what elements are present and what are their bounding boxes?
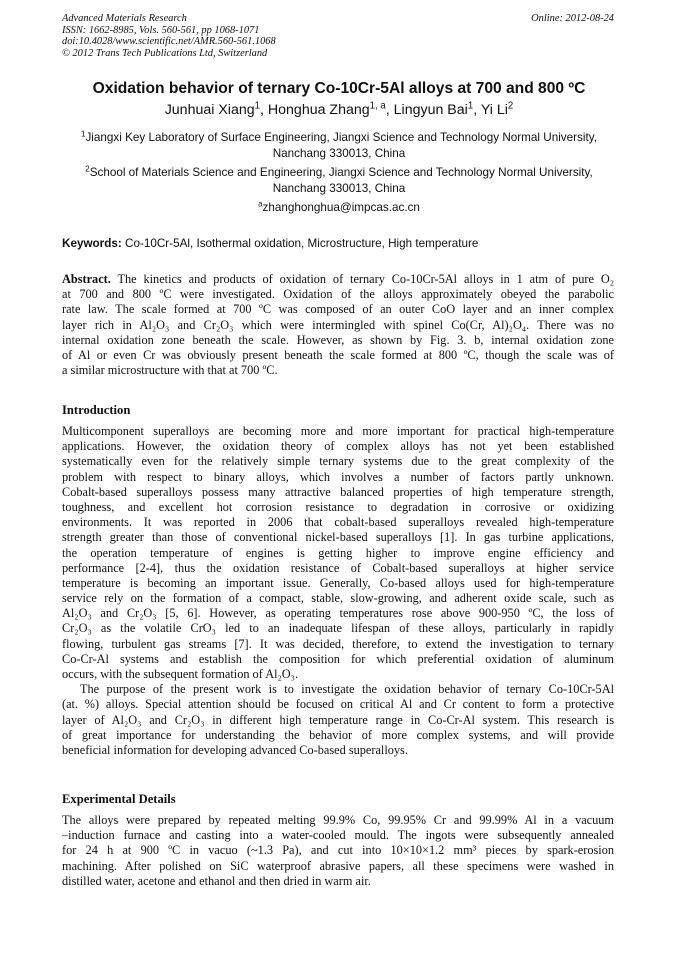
author-separator: ,	[385, 102, 394, 118]
body-line: toughness, and excellent hot corrosion resistance to degradation in corrosive or oxidizing	[62, 499, 614, 514]
experimental-body	[62, 813, 614, 889]
issn-line: ISSN: 1662-8985, Vols. 560-561, pp 1068-1071	[62, 24, 260, 36]
body-line: layer of Al₂O₃ and Cr₂O₃ in different high temperature range in Co-Cr-Al system. This research is	[62, 712, 614, 727]
body-line: service rely on the formation of a compact, stable, slow-growing, and adherent oxide scale, such as	[62, 591, 614, 606]
online-date: Online: 2012-08-24	[531, 13, 614, 24]
author-name: Lingyun Bai	[393, 102, 468, 118]
body-line: the operation temperature of engines is getting higher to improve engine efficiency and	[62, 545, 614, 560]
section-heading-experimental: Experimental Details	[62, 792, 176, 806]
abstract-line: layer rich in Al₂O₃ and Cr₂O₃ which were intermingled with spinel Co(Cr, Al)₂O₄. There was no	[62, 317, 614, 332]
author-affiliation-mark: 1	[467, 100, 474, 112]
abstract-paragraph	[62, 272, 614, 378]
body-line: The alloys were prepared by repeated melting 99.9% Co, 99.95% Cr and 99.99% Al in a vacuum	[62, 813, 614, 827]
keywords-line	[62, 236, 478, 252]
email-mark: a	[258, 199, 263, 209]
author-affiliation-mark: 1, a	[369, 100, 386, 112]
body-line: strength greater than those of conventional nickel-based superalloys [1]. In gas turbine applications,	[62, 530, 614, 545]
abstract-label: Abstract.	[62, 272, 111, 286]
author-list	[40, 101, 638, 119]
body-line: beneficial information for developing advanced Co-based superalloys.	[62, 742, 408, 757]
body-line: applications. However, the oxidation theory of complex alloys has not yet been established	[62, 439, 614, 454]
body-line: Co-Cr-Al systems and establish the composition for which preferential oxidation of aluminum	[62, 651, 614, 666]
abstract-line: at 700 and 800 ºC were investigated. Oxidation of the alloys approximately obeyed the parabolic	[62, 287, 614, 302]
author-separator: ,	[260, 102, 268, 118]
body-line: temperature is becoming an important issue. Generally, Co-based alloys used for high-temperature	[62, 575, 614, 590]
abstract-line: rate law. The scale formed at 700 ºC was composed of an outer CoO layer and an inner complex	[62, 302, 614, 317]
keywords-label: Keywords:	[62, 237, 122, 250]
abstract-line: internal oxidation zone beneath the scale. However, as shown by Fig. 3. b, internal oxidation zone	[62, 332, 614, 347]
paper-title: Oxidation behavior of ternary Co-10Cr-5Al alloys at 700 and 800 ºC	[92, 80, 586, 97]
introduction-body	[62, 424, 614, 758]
affiliation-text: Jiangxi Key Laboratory of Surface Engineering, Jiangxi Science and Technology Normal University, Nanchang 330013, China	[85, 131, 597, 160]
body-line: machining. After polished on SiC waterproof abrasive papers, all these specimens were washed in	[62, 858, 614, 873]
affiliation-2	[60, 165, 618, 197]
affiliation-1	[70, 130, 608, 162]
body-line: Cobalt-based superalloys possess many attractive balanced properties of high temperature strength,	[62, 484, 614, 499]
keywords-text: Co-10Cr-5Al, Isothermal oxidation, Microstructure, High temperature	[125, 237, 479, 250]
body-line: performance [2-4], thus the oxidation resistance of Cobalt-based superalloys at higher service	[62, 560, 614, 575]
abstract-line: Abstract. The kinetics and products of oxidation of ternary Co-10Cr-5Al alloys in 1 atm of pure O₂	[62, 272, 614, 286]
body-line: for 24 h at 900 ºC in vacuo (~1.3 Pa), and cut into 10×10×1.2 mm³ pieces by spark-erosion	[62, 843, 614, 858]
copyright-line: © 2012 Trans Tech Publications Ltd, Switzerland	[62, 47, 268, 59]
abstract-line: of Al or even Cr was obviously present beneath the scale formed at 800 ºC, though the scale was of	[62, 347, 614, 362]
body-line: –induction furnace and casting into a water-cooled mould. The ingots were subsequently annealed	[62, 828, 614, 843]
doi-line: doi:10.4028/www.scientific.net/AMR.560-561.1068	[62, 36, 276, 47]
body-line: occurs, with the subsequent formation of Al₂O₃.	[62, 667, 299, 681]
author-affiliation-mark: 2	[507, 100, 514, 112]
body-line: (at. %) alloys. Special attention should be focused on critical Al and Cr content to form a protective	[62, 697, 614, 712]
author-name: Junhuai Xiang	[164, 102, 255, 118]
author-name: Yi Li	[480, 102, 508, 118]
body-line: distilled water, acetone and ethanol and then dried in warm air.	[62, 873, 371, 888]
body-line: Al₂O₃ and Cr₂O₃ [5, 6]. However, as operating temperatures rose above 900-950 ºC, the loss of	[62, 606, 614, 621]
author-separator: ,	[473, 102, 481, 118]
body-line: The purpose of the present work is to investigate the oxidation behavior of ternary Co-10Cr-5Al	[80, 682, 614, 697]
body-line: Multicomponent superalloys are becoming more and more important for practical high-temperature	[62, 424, 614, 438]
body-line: systematically even for the relatively simple ternary systems due to the great complexity of the	[62, 454, 614, 469]
corresponding-email	[40, 200, 638, 216]
section-heading-introduction: Introduction	[62, 403, 131, 417]
email-address[interactable]: zhanghonghua@impcas.ac.cn	[262, 201, 420, 214]
body-line: of great importance for understanding the behavior of more complex systems, and will provide	[62, 727, 614, 742]
affiliation-mark: 1	[81, 129, 86, 139]
body-line: Cr₂O₃ as the volatile CrO₃ led to an inadequate lifespan of these alloys, particularly in rapidly	[62, 621, 614, 636]
journal-name: Advanced Materials Research	[62, 13, 187, 24]
affiliation-text: School of Materials Science and Engineering, Jiangxi Science and Technology Normal University, Nanchang 330013, China	[89, 166, 593, 195]
body-line: problem with respect to binary alloys, which involves a number of factors partly unknown.	[62, 469, 614, 484]
abstract-line: a similar microstructure with that at 700 ºC.	[62, 363, 278, 378]
body-line: flowing, turbulent gas streams [7]. It was decided, therefore, to extend the investigation to ternary	[62, 636, 614, 651]
author-name: Honghua Zhang	[267, 102, 370, 118]
author-affiliation-mark: 1	[254, 100, 261, 112]
body-line: environments. It was reported in 2006 that cobalt-based superalloys revealed high-temperature	[62, 515, 614, 530]
affiliation-mark: 2	[85, 164, 90, 174]
journal-header	[62, 13, 276, 59]
